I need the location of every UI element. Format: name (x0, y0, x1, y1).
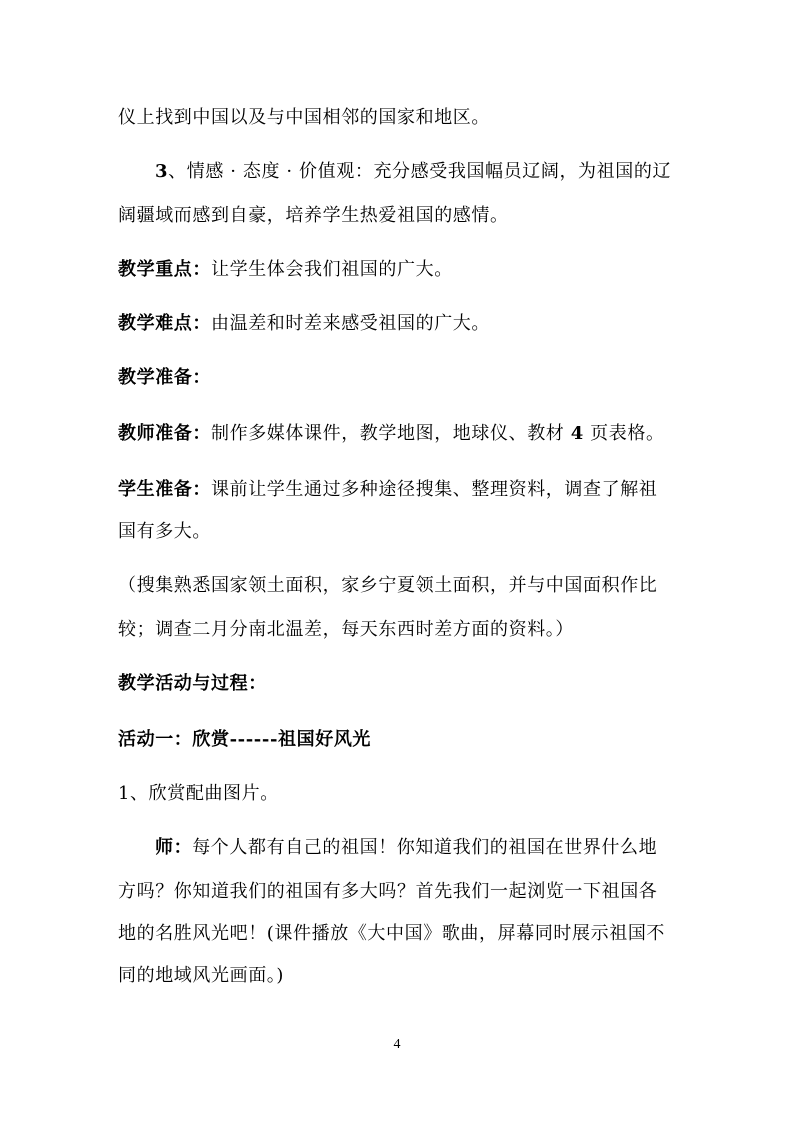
student-prep-line-1 (118, 478, 678, 502)
student-prep-text-1: 课前让学生通过多种途径搜集、整理资料，调查了解祖 (211, 479, 658, 500)
teacher-prep-line (118, 422, 678, 446)
key-point-label: 教学重点： (118, 259, 211, 280)
teacher-prep-text-a: 制作多媒体课件，教学地图，地球仪、教材 (211, 423, 571, 444)
difficulty-text: 由温差和时差来感受祖国的广大。 (211, 313, 490, 334)
objective-continuation: 仪上找到中国以及与中国相邻的国家和地区。 (118, 107, 490, 128)
teacher-speech-line-3 (118, 922, 678, 946)
teacher-prep-page-num: 4 (570, 423, 584, 444)
note-text-2: 较；调查二月分南北温差，每天东西时差方面的资料。） (118, 619, 574, 640)
objective-3-text-1: 、情感 · 态度 · 价值观：充分感受我国幅员辽阔，为祖国的辽 (168, 161, 672, 182)
text-line-1 (118, 106, 678, 130)
student-prep-line-2 (118, 520, 678, 544)
preparation-heading: 教学准备： (118, 367, 211, 388)
teacher-prep-text-b: 页表格。 (583, 423, 665, 444)
page-number: 4 (393, 1037, 401, 1052)
teacher-speech-text-1: 每个人都有自己的祖国！你知道我们的祖国在世界什么地 (192, 837, 658, 858)
difficulty-line (118, 312, 678, 336)
activity-heading: 教学活动与过程： (118, 673, 267, 694)
activity-1-title: 活动一：欣赏------祖国好风光 (118, 729, 372, 750)
teacher-speech-line-1 (155, 836, 715, 860)
note-text-1: （搜集熟悉国家领土面积，家乡宁夏领土面积，并与中国面积作比 (118, 575, 658, 596)
teacher-speech-text-2: 方吗？你知道我们的祖国有多大吗？首先我们一起浏览一下祖国各 (118, 881, 658, 902)
objective-3-line-1 (155, 160, 715, 184)
note-line-2 (118, 618, 678, 642)
teacher-speech-text-3: 地的名胜风光吧！(课件播放《大中国》歌曲，屏幕同时展示祖国不 (118, 923, 666, 944)
objective-3-text-2: 阔疆域而感到自豪，培养学生热爱祖国的感情。 (118, 205, 509, 226)
key-point-text: 让学生体会我们祖国的广大。 (211, 259, 453, 280)
key-point-line (118, 258, 678, 282)
student-prep-text-2: 国有多大。 (118, 521, 211, 542)
teacher-speech-text-4: 同的地域风光画面。) (118, 965, 285, 986)
objective-3-number: 3 (155, 161, 169, 182)
teacher-prep-label: 教师准备： (118, 423, 211, 444)
step-1-line (118, 782, 678, 806)
teacher-speaker-label: 师： (155, 837, 193, 858)
difficulty-label: 教学难点： (118, 313, 211, 334)
note-line-1 (118, 574, 678, 598)
student-prep-label: 学生准备： (118, 479, 211, 500)
objective-3-line-2 (118, 204, 678, 228)
teacher-speech-line-2 (118, 880, 678, 904)
step-1-text: 1、欣赏配曲图片。 (118, 783, 279, 804)
teacher-speech-line-4 (118, 964, 678, 988)
